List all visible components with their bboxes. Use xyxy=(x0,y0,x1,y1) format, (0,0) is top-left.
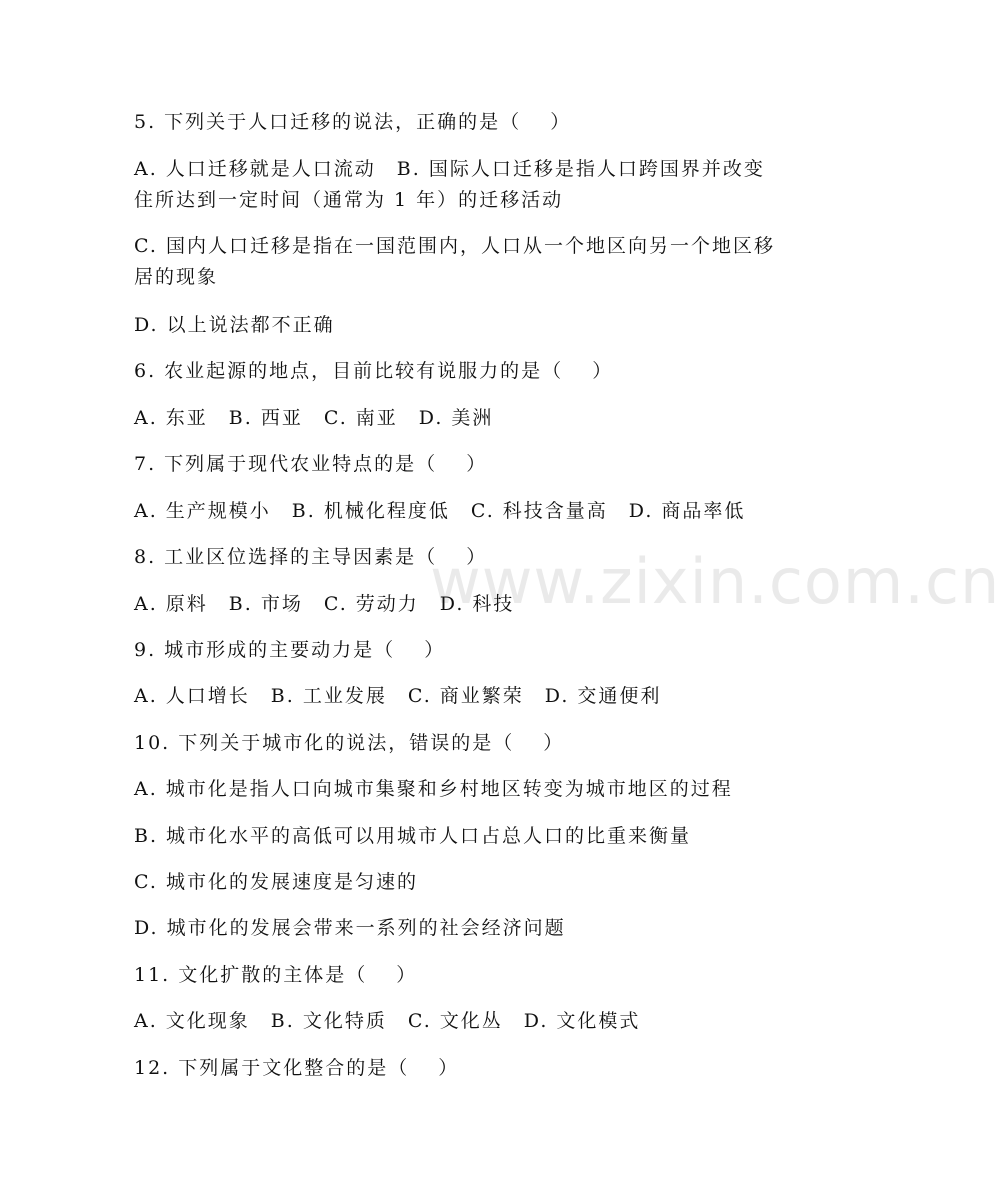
question-7: 7. 下列属于现代农业特点的是（ ） xyxy=(134,453,488,475)
question-10-option-b: B. 城市化水平的高低可以用城市人口占总人口的比重来衡量 xyxy=(134,825,692,847)
question-10-option-d: D. 城市化的发展会带来一系列的社会经济问题 xyxy=(134,917,566,939)
question-8: 8. 工业区位选择的主导因素是（ ） xyxy=(134,546,488,568)
question-11: 11. 文化扩散的主体是（ ） xyxy=(134,964,418,986)
question-5-option-b-continued: 住所达到一定时间（通常为 1 年）的迁移活动 xyxy=(134,189,564,211)
question-10: 10. 下列关于城市化的说法，错误的是（ ） xyxy=(134,732,565,754)
question-7-options: A. 生产规模小 B. 机械化程度低 C. 科技含量高 D. 商品率低 xyxy=(134,500,746,522)
question-5: 5. 下列关于人口迁移的说法，正确的是（ ） xyxy=(134,111,572,133)
question-11-options: A. 文化现象 B. 文化特质 C. 文化丛 D. 文化模式 xyxy=(134,1010,641,1032)
question-5-option-a-b: A. 人口迁移就是人口流动 B. 国际人口迁移是指人口跨国界并改变 xyxy=(134,158,765,180)
question-10-option-a: A. 城市化是指人口向城市集聚和乡村地区转变为城市地区的过程 xyxy=(134,778,733,800)
question-9: 9. 城市形成的主要动力是（ ） xyxy=(134,639,446,661)
watermark: www.zixin.com.cn xyxy=(430,545,1000,618)
question-9-options: A. 人口增长 B. 工业发展 C. 商业繁荣 D. 交通便利 xyxy=(134,685,662,707)
question-5-option-d: D. 以上说法都不正确 xyxy=(134,314,335,336)
question-5-option-c-continued: 居的现象 xyxy=(134,266,219,288)
question-6: 6. 农业起源的地点，目前比较有说服力的是（ ） xyxy=(134,360,614,382)
question-12: 12. 下列属于文化整合的是（ ） xyxy=(134,1057,460,1079)
question-6-options: A. 东亚 B. 西亚 C. 南亚 D. 美洲 xyxy=(134,407,494,429)
question-5-option-c: C. 国内人口迁移是指在一国范围内，人口从一个地区向另一个地区移 xyxy=(134,235,775,257)
question-8-options: A. 原料 B. 市场 C. 劳动力 D. 科技 xyxy=(134,593,515,615)
question-10-option-c: C. 城市化的发展速度是匀速的 xyxy=(134,871,418,893)
